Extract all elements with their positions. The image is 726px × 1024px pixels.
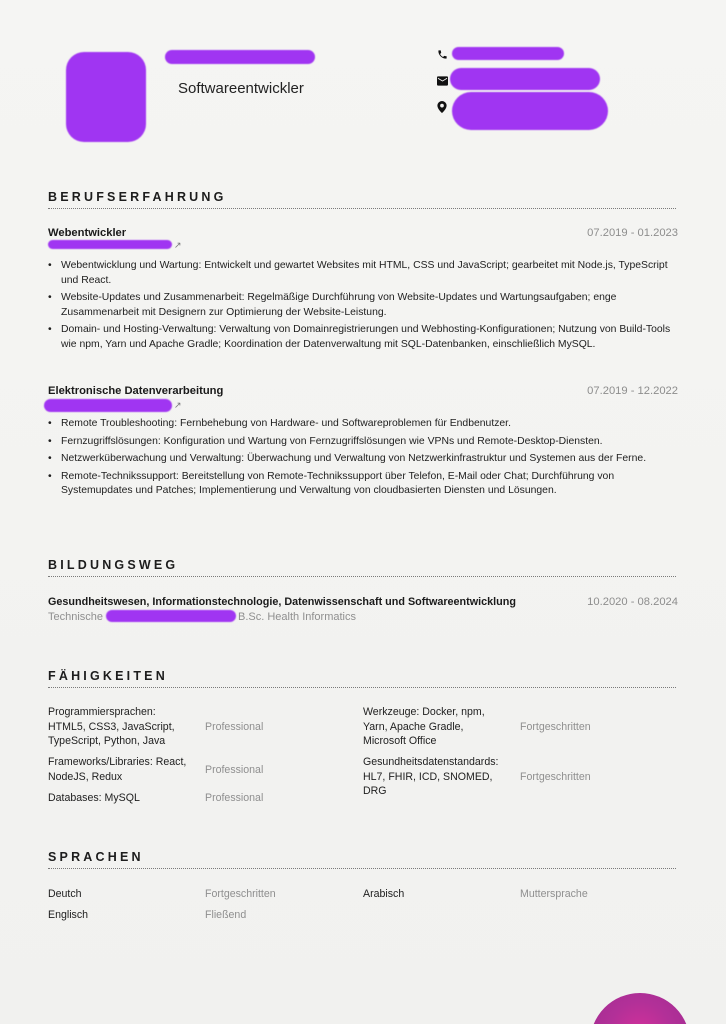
- job-1-bullets: [48, 259, 678, 356]
- location-icon: [436, 101, 448, 113]
- skill-level: Fortgeschritten: [520, 721, 591, 733]
- list-item: • Website-Updates und Zusammenarbeit: Regelmäßige Durchführung von Website-Updates und Wartungsaufgaben; enge Zusammenarbeit mit Designern zur Optimierung der Website-Leistung.: [48, 291, 678, 320]
- section-divider: [48, 576, 676, 577]
- education-institution-start: Technische: [48, 611, 104, 623]
- education-date: 10.2020 - 08.2024: [587, 596, 678, 608]
- redacted-address: [452, 92, 608, 130]
- list-item: • Remote-Technikssupport: Bereitstellung von Remote-Technikssupport über Telefon, E-Mail oder Chat; Durchführung von Systemupdates und Patches; Implementierung und Verwaltung von cloudbasierten Diensten und Lösungen.: [48, 470, 678, 499]
- list-item: • Netzwerküberwachung und Verwaltung: Überwachung und Verwaltung von Netzwerkinfrastruktur und Systemen aus der Ferne.: [48, 452, 678, 467]
- language-arabic: Arabisch: [363, 888, 405, 900]
- job-1-title: Webentwickler: [48, 227, 127, 239]
- redacted-email: [450, 68, 600, 90]
- floating-action-button[interactable]: [590, 993, 690, 1024]
- section-divider: [48, 208, 676, 209]
- language-german: Deutch: [48, 888, 82, 900]
- languages-section-title: SPRACHEN: [48, 850, 144, 864]
- job-2-title: Elektronische Datenverarbeitung: [48, 385, 224, 397]
- skill-health-data-standards: Gesundheitsdatenstandards: HL7, FHIR, ICD, SNOMED, DRG: [363, 756, 499, 798]
- experience-section-title: BERUFSERFAHRUNG: [48, 190, 227, 204]
- skill-level: Professional: [205, 721, 264, 733]
- skill-level: Fortgeschritten: [520, 771, 591, 783]
- redacted-employer-2: [44, 399, 172, 412]
- redacted-phone: [452, 47, 564, 60]
- list-item: • Fernzugriffslösungen: Konfiguration und Wartung von Fernzugriffslösungen wie VPNs und Remote-Desktop-Diensten.: [48, 435, 678, 450]
- external-link-icon[interactable]: ↗: [174, 240, 182, 250]
- redacted-photo: [66, 52, 146, 142]
- skill-level: Professional: [205, 792, 264, 804]
- section-divider: [48, 868, 676, 869]
- language-level: Fließend: [205, 909, 247, 921]
- job-title-heading: Softwareentwickler: [178, 80, 304, 97]
- skill-frameworks: Frameworks/Libraries: React, NodeJS, Redux: [48, 756, 187, 783]
- language-level: Fortgeschritten: [205, 888, 276, 900]
- job-2-date: 07.2019 - 12.2022: [587, 385, 678, 397]
- job-1-date: 07.2019 - 01.2023: [587, 227, 678, 239]
- job-2-bullets: [48, 417, 678, 502]
- education-degree: B.Sc. Health Informatics: [238, 611, 356, 623]
- redacted-employer-1: [48, 240, 172, 249]
- skill-level: Professional: [205, 764, 264, 776]
- list-item: • Webentwicklung und Wartung: Entwickelt und gewartet Websites mit HTML, CSS und JavaScript; gearbeitet mit Node.js, TypeScript und React.: [48, 259, 678, 288]
- mail-icon: [436, 76, 448, 88]
- redacted-name: [165, 50, 315, 64]
- skill-databases: Databases: MySQL: [48, 792, 140, 804]
- skill-programming-languages: Programmiersprachen: HTML5, CSS3, JavaScript, TypeScript, Python, Java: [48, 706, 175, 748]
- education-title: Gesundheitswesen, Informationstechnologie, Datenwissenschaft und Softwareentwicklung: [48, 596, 516, 608]
- redacted-institution: [106, 610, 236, 622]
- language-level: Muttersprache: [520, 888, 588, 900]
- skills-section-title: FÄHIGKEITEN: [48, 669, 168, 683]
- skill-tools: Werkzeuge: Docker, npm, Yarn, Apache Gradle, Microsoft Office: [363, 706, 485, 748]
- list-item: • Domain- und Hosting-Verwaltung: Verwaltung von Domainregistrierungen und Webhosting-Konfigurationen; Nutzung von Build-Tools wie npm, Yarn und Apache Gradle; Koordination der Datenverwaltung mit SQL-Datenbanken, einschließlich MySQL.: [48, 323, 678, 352]
- education-section-title: BILDUNGSWEG: [48, 558, 179, 572]
- language-english: Englisch: [48, 909, 89, 921]
- external-link-icon[interactable]: ↗: [174, 400, 182, 410]
- list-item: • Remote Troubleshooting: Fernbehebung von Hardware- und Softwareproblemen für Endbenutzer.: [48, 417, 678, 432]
- phone-icon: [436, 49, 448, 61]
- section-divider: [48, 687, 676, 688]
